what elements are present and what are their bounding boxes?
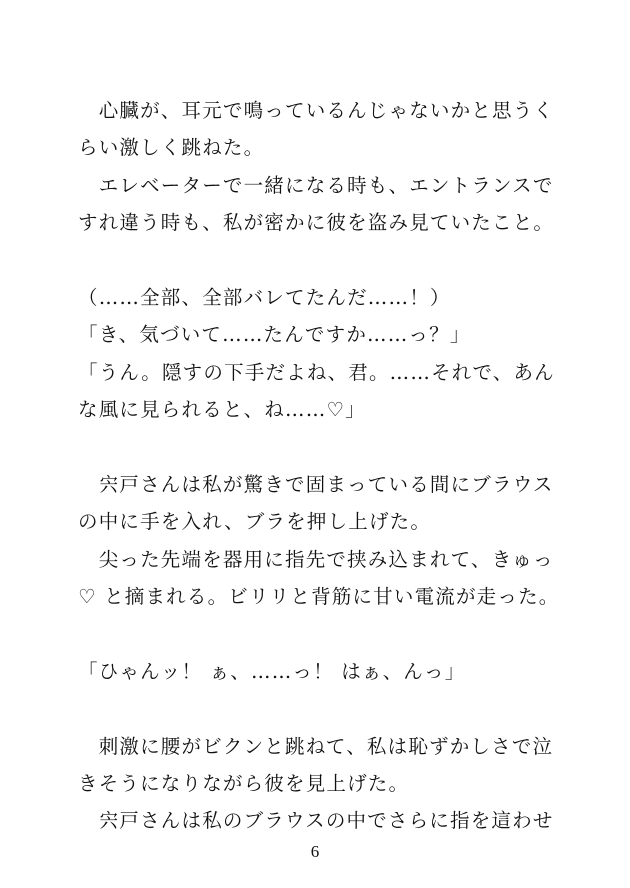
blank-line — [78, 429, 568, 466]
text-line: 心臓が、耳元で鳴っているんじゃないかと思うく — [78, 99, 555, 122]
text-line: な風に見られると、ね……♡」 — [78, 398, 366, 422]
text-line: の中に手を入れ、ブラを押し上げた。 — [78, 510, 432, 534]
text-line: らい激しく跳ねた。 — [78, 136, 265, 160]
body-text — [78, 92, 568, 840]
text-line: エレベーターで一緒になる時も、エントランスで — [78, 173, 554, 197]
text-line: 「うん。隠すの下手だよね、君。……それで、あん — [78, 360, 555, 384]
text-line: ♡ と摘まれる。ビリリと背筋に甘い電流が走った。 — [78, 585, 560, 609]
text-line: すれ違う時も、私が密かに彼を盗み見ていたこと。 — [78, 211, 555, 235]
text-line: （……全部、全部バレてたんだ……！） — [78, 285, 451, 309]
text-line: 刺激に腰がビクンと跳ねて、私は恥ずかしさで泣 — [78, 734, 554, 758]
text-line: 「ひゃんッ！ ぁ、……っ！ はぁ、んっ」 — [78, 659, 466, 683]
blank-line — [78, 242, 568, 279]
blank-line — [78, 615, 568, 652]
text-line: きそうになりながら彼を見上げた。 — [78, 772, 410, 796]
text-line: 尖った先端を器用に指先で挟み込まれて、きゅっ — [78, 547, 554, 571]
blank-line — [78, 690, 568, 727]
page-number: 6 — [310, 842, 320, 861]
text-line: 宍戸さんは私のブラウスの中でさらに指を這わせ — [78, 809, 554, 833]
text-line: 宍戸さんは私が驚きで固まっている間にブラウス — [78, 472, 554, 496]
text-line: 「き、気づいて……たんですか……っ？」 — [78, 323, 471, 347]
